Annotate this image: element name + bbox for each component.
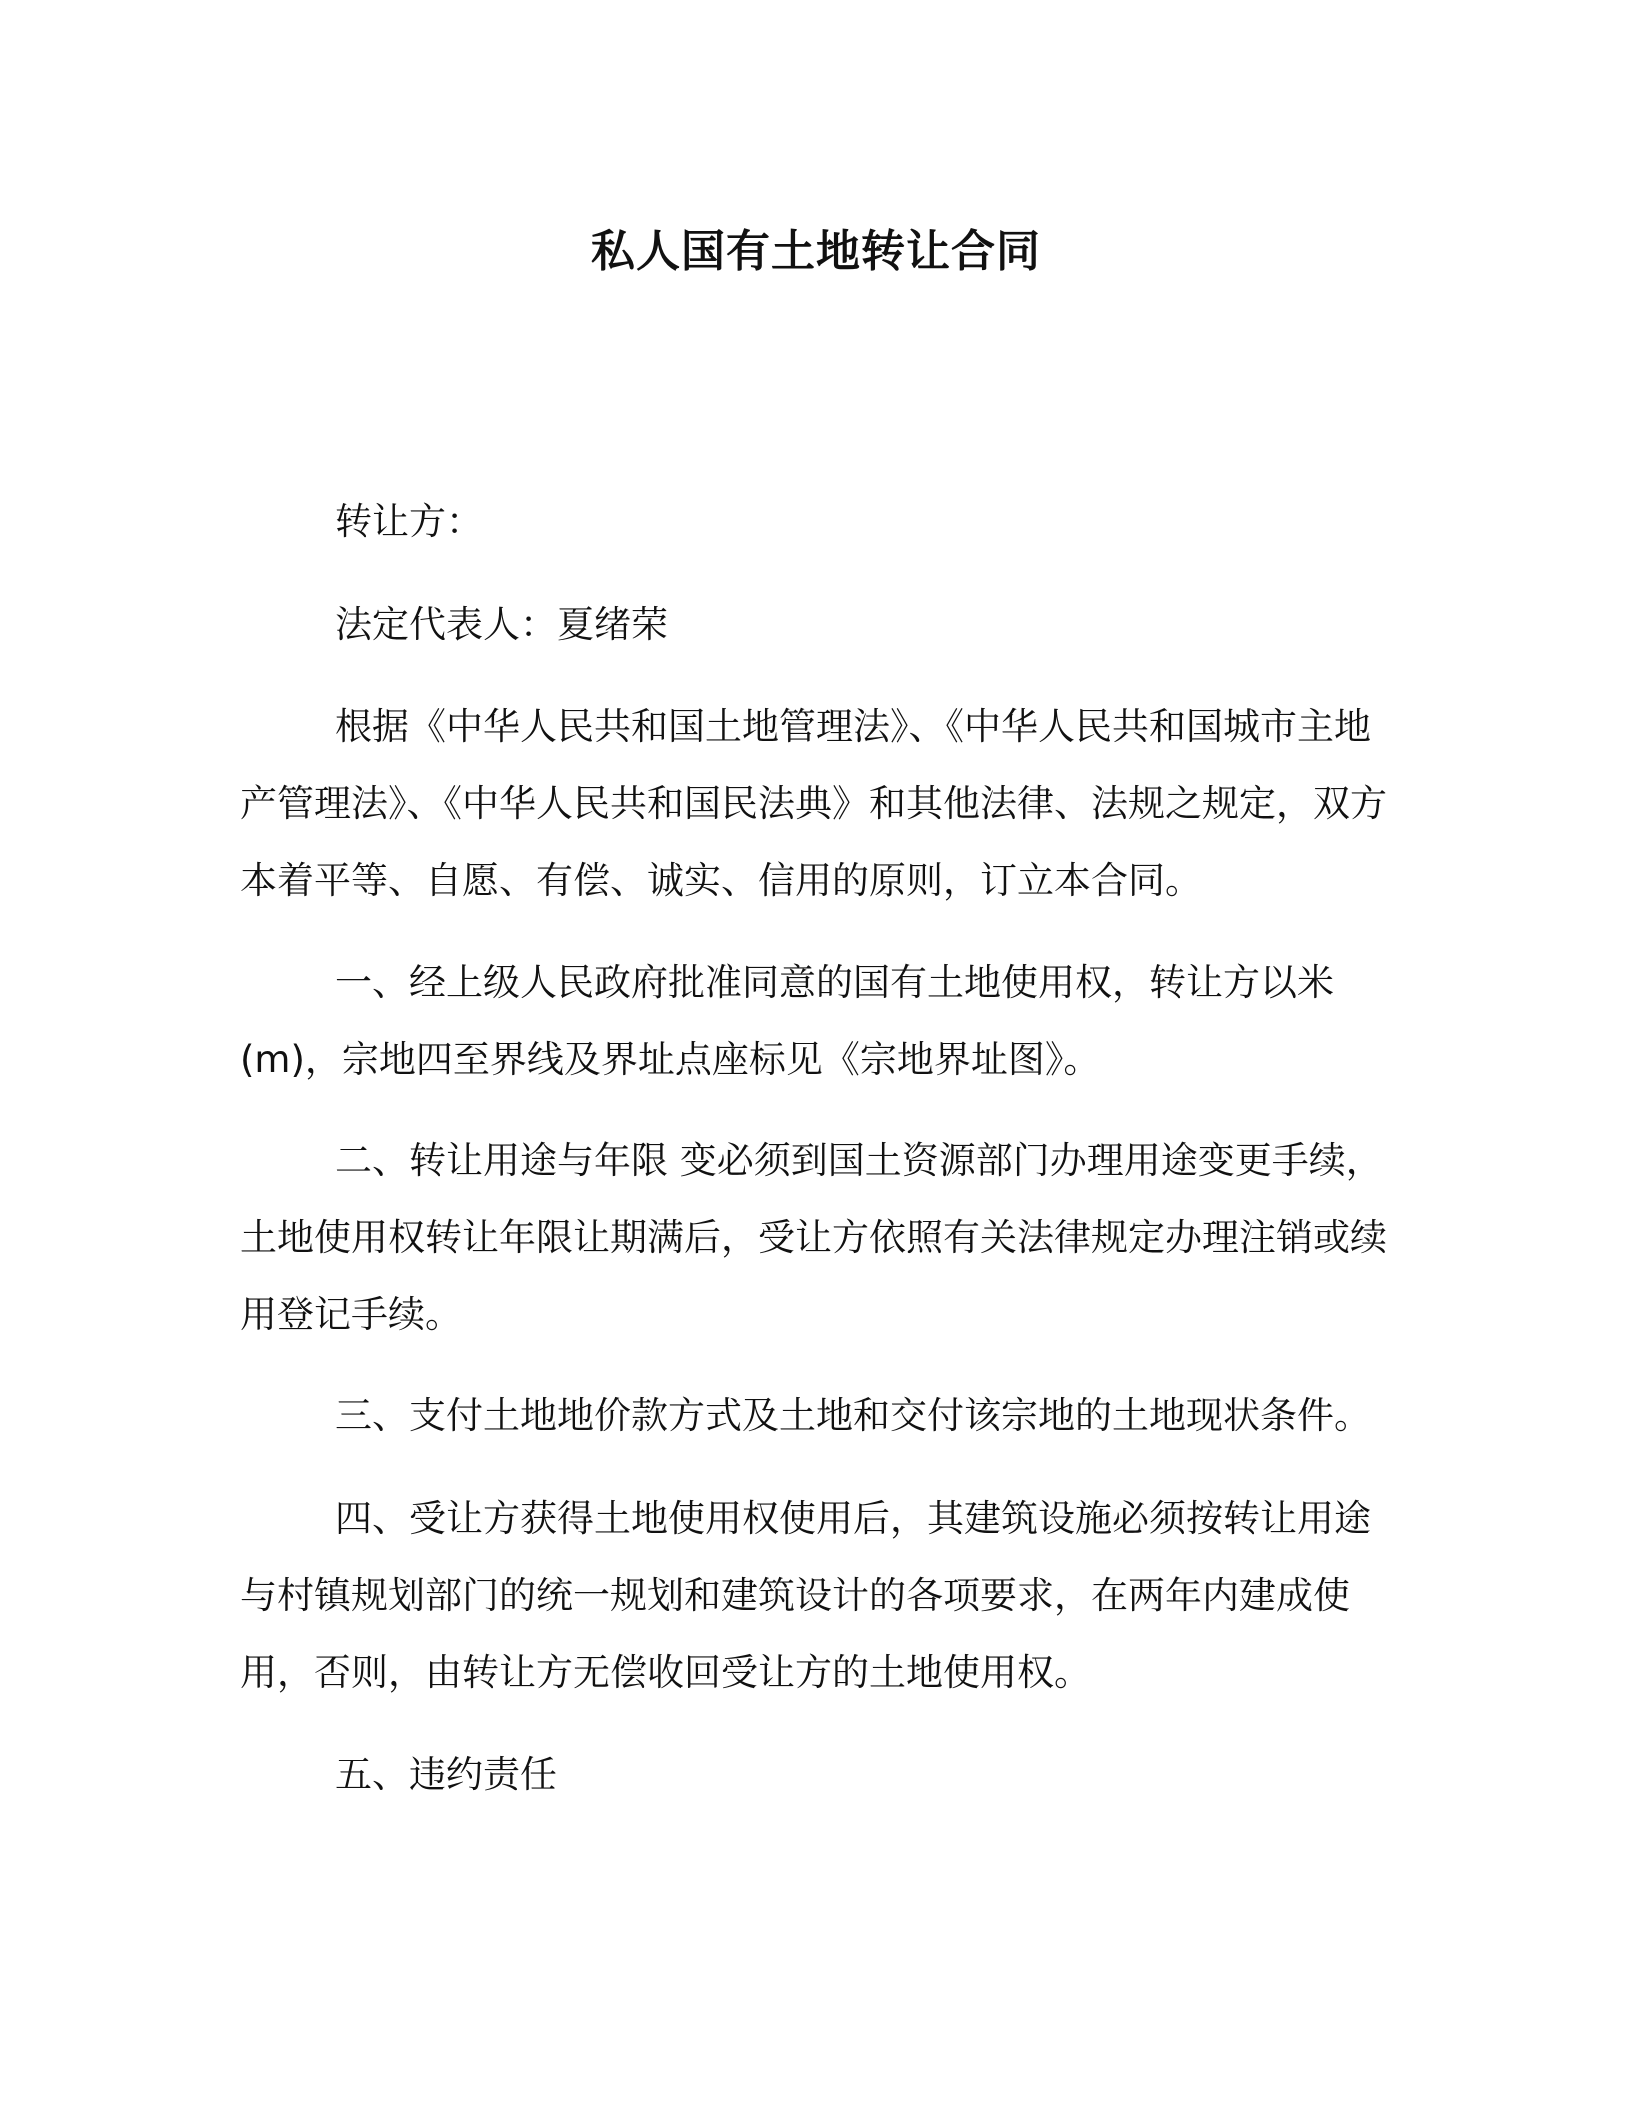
legal-representative-line: 法定代表人：夏绪荣 xyxy=(335,603,668,646)
preamble-paragraph: 根据《中华人民共和国土地管理法》、《中华人民共和国城市主地产管理法》、《中华人民共和国民法典》和其他法律、法规之规定，双方本着平等、自愿、有偿、诚实、信用的原则，订立本合同。 xyxy=(240,705,1387,902)
transferor-line: 转让方： xyxy=(335,500,483,543)
clause-4-paragraph: 四、受让方获得土地使用权使用后，其建筑设施必须按转让用途与村镇规划部门的统一规划和建筑设计的各项要求，在两年内建成使用，否则，由转让方无偿收回受让方的土地使用权。 xyxy=(240,1497,1371,1694)
clause-3-paragraph: 三、支付土地地价款方式及土地和交付该宗地的土地现状条件。 xyxy=(335,1394,1371,1437)
document-title: 私人国有土地转让合同 xyxy=(591,226,1041,277)
clause-5-heading: 五、违约责任 xyxy=(335,1753,557,1796)
clause-1-paragraph: 一、经上级人民政府批准同意的国有土地使用权，转让方以米(m)，宗地四至界线及界址点座标见《宗地界址图》。 xyxy=(240,961,1334,1081)
clause-2-paragraph: 二、转让用途与年限 变必须到国土资源部门办理用途变更手续，土地使用权转让年限让期满后，受让方依照有关法律规定办理注销或续用登记手续。 xyxy=(240,1139,1387,1336)
